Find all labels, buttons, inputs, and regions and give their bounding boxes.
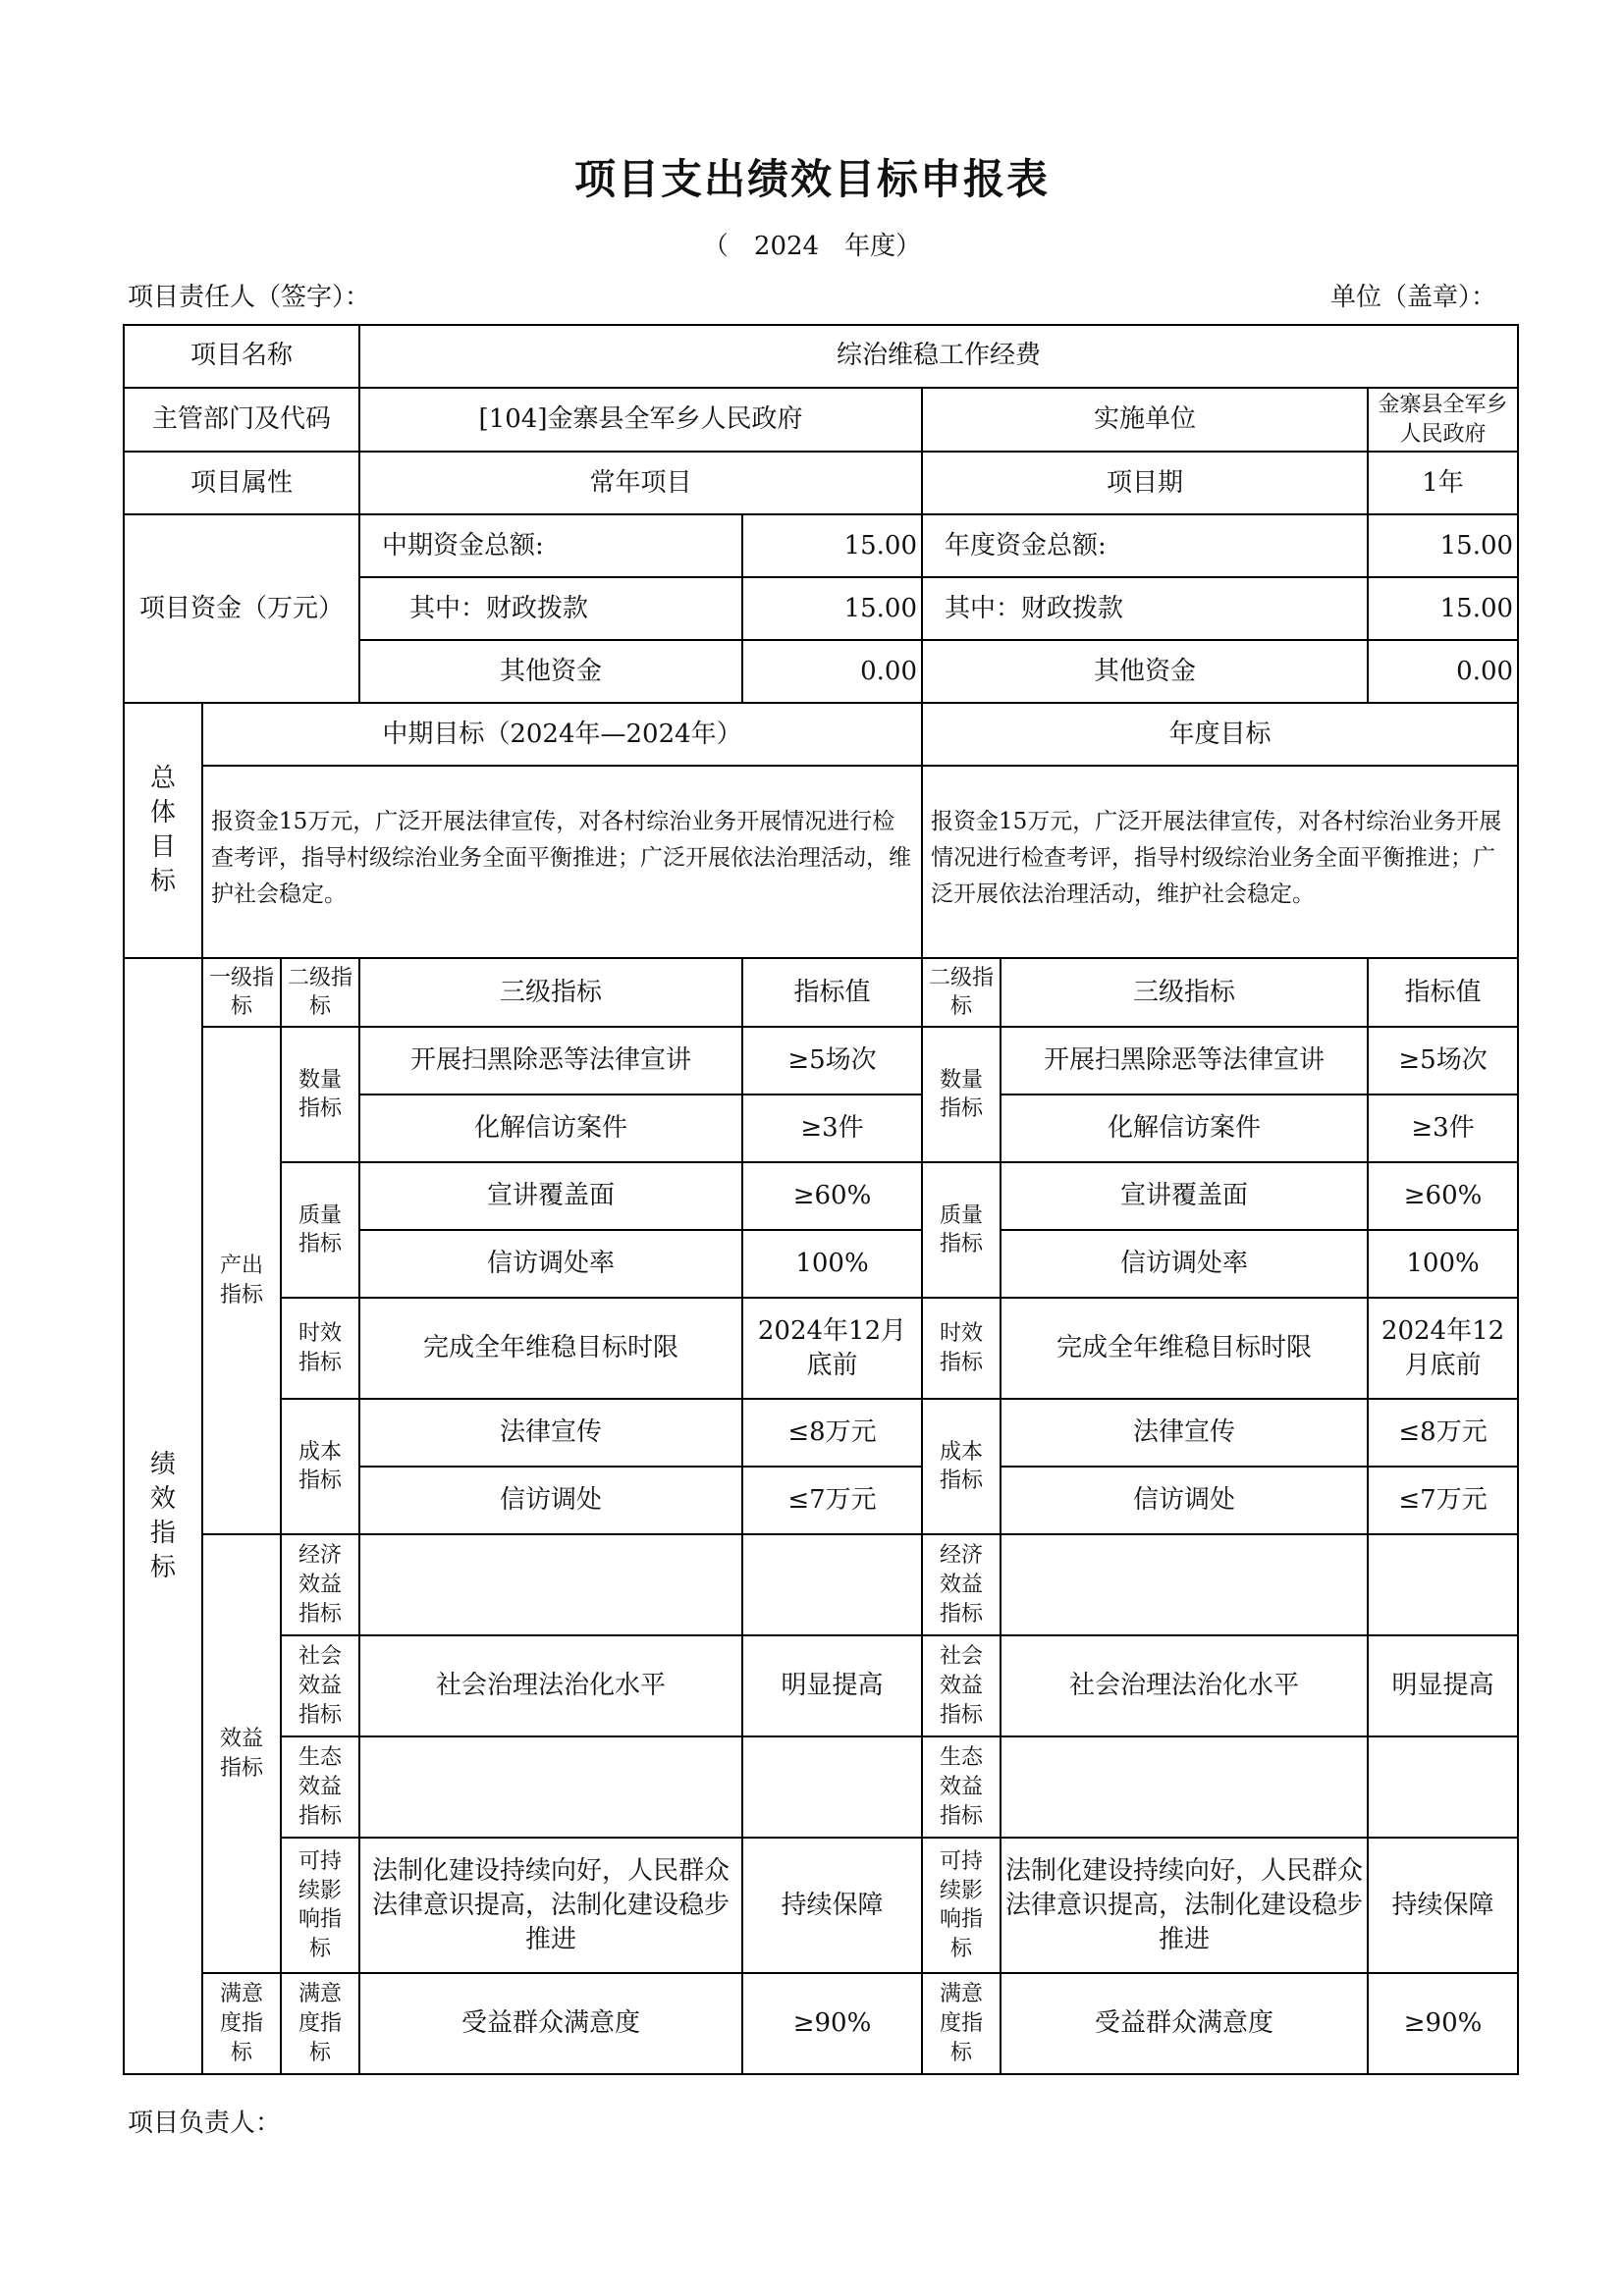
cost-indicator-right: 成本指标 [922, 1399, 1001, 1534]
indicator-value: ≥3件 [742, 1095, 922, 1162]
table-row: 社会治理法治化水平 [359, 1635, 742, 1736]
table-row [1001, 1736, 1368, 1838]
indicator-value: ≤7万元 [742, 1467, 922, 1534]
satisfaction-level2: 满意度指标 [281, 1973, 359, 2074]
indicator-value: ≤8万元 [1368, 1399, 1518, 1467]
responsible-signature-label: 项目责任人（签字）： [128, 283, 371, 312]
year-other-label: 其他资金 [922, 640, 1368, 703]
satisfaction-level2-right: 满意度指标 [922, 1973, 1001, 2074]
indicator-value: ≥3件 [1368, 1095, 1518, 1162]
social-indicator: 社会效益指标 [281, 1635, 359, 1736]
unit-seal-label: 单位（盖章）： [1329, 283, 1496, 312]
indicator-value: ≤8万元 [742, 1399, 922, 1467]
funds-label: 项目资金（万元） [124, 514, 359, 703]
mid-fiscal-value: 15.00 [742, 577, 922, 640]
indicator-value: 持续保障 [1368, 1838, 1518, 1973]
year-goal-text: 报资金15万元，广泛开展法律宣传，对各村综治业务开展情况进行检查考评，指导村级综治业务全面平衡推进；广泛开展依法治理活动，维护社会稳定。 [922, 766, 1518, 958]
indicator-value: 2024年12月底前 [742, 1298, 922, 1399]
table-row: 完成全年维稳目标时限 [359, 1298, 742, 1399]
benefit-indicator: 效益指标 [202, 1534, 281, 1973]
year-fiscal-value: 15.00 [1368, 577, 1518, 640]
indicator-value [742, 1534, 922, 1635]
table-row [1001, 1534, 1368, 1635]
project-name-label: 项目名称 [124, 325, 359, 388]
header-value-right: 指标值 [1368, 958, 1518, 1027]
indicator-value [1368, 1534, 1518, 1635]
quality-indicator: 质量指标 [281, 1162, 359, 1298]
impl-unit-value: 金寨县全军乡人民政府 [1368, 388, 1518, 452]
table-row: 受益群众满意度 [359, 1973, 742, 2074]
table-row: 法律宣传 [1001, 1399, 1368, 1467]
indicator-value [742, 1736, 922, 1838]
table-row: 社会治理法治化水平 [1001, 1635, 1368, 1736]
timeliness-indicator-right: 时效指标 [922, 1298, 1001, 1399]
indicator-value: ≥60% [1368, 1162, 1518, 1230]
indicator-value: ≥90% [742, 1973, 922, 2074]
table-row: 法制化建设持续向好，人民群众法律意识提高，法制化建设稳步推进 [359, 1838, 742, 1973]
project-name-value: 综治维稳工作经费 [359, 325, 1518, 388]
project-period-value: 1年 [1368, 452, 1518, 514]
table-row: 开展扫黑除恶等法律宣讲 [359, 1027, 742, 1095]
report-year: （ 2024 年度） [702, 232, 922, 261]
project-period-label: 项目期 [922, 452, 1368, 514]
year-total-value: 15.00 [1368, 514, 1518, 577]
header-level1: 一级指标 [202, 958, 281, 1027]
indicator-value: 100% [742, 1230, 922, 1298]
year-goal-header: 年度目标 [922, 703, 1518, 766]
indicator-value: 2024年12月底前 [1368, 1298, 1518, 1399]
header-value: 指标值 [742, 958, 922, 1027]
economic-indicator: 经济效益指标 [281, 1534, 359, 1635]
sustainable-indicator-right: 可持续影响指标 [922, 1838, 1001, 1973]
indicator-value: ≥90% [1368, 1973, 1518, 2074]
table-row: 宣讲覆盖面 [1001, 1162, 1368, 1230]
mid-other-value: 0.00 [742, 640, 922, 703]
quantity-indicator: 数量指标 [281, 1027, 359, 1162]
table-row: 宣讲覆盖面 [359, 1162, 742, 1230]
year-total-label: 年度资金总额: [922, 514, 1368, 577]
mid-goal-text: 报资金15万元，广泛开展法律宣传，对各村综治业务开展情况进行检查考评，指导村级综治业务全面平衡推进；广泛开展依法治理活动，维护社会稳定。 [202, 766, 922, 958]
social-indicator-right: 社会效益指标 [922, 1635, 1001, 1736]
indicator-value [1368, 1736, 1518, 1838]
header-level2-right: 二级指标 [922, 958, 1001, 1027]
indicator-value: ≥5场次 [742, 1027, 922, 1095]
dept-value: [104]金寨县全军乡人民政府 [359, 388, 922, 452]
table-row [359, 1736, 742, 1838]
mid-fiscal-label: 其中：财政拨款 [359, 577, 742, 640]
indicator-value: 100% [1368, 1230, 1518, 1298]
table-row: 受益群众满意度 [1001, 1973, 1368, 2074]
table-row: 化解信访案件 [359, 1095, 742, 1162]
impl-unit-label: 实施单位 [922, 388, 1368, 452]
indicator-value: ≥60% [742, 1162, 922, 1230]
indicator-value: ≤7万元 [1368, 1467, 1518, 1534]
ecological-indicator-right: 生态效益指标 [922, 1736, 1001, 1838]
table-row: 化解信访案件 [1001, 1095, 1368, 1162]
table-row: 完成全年维稳目标时限 [1001, 1298, 1368, 1399]
timeliness-indicator: 时效指标 [281, 1298, 359, 1399]
indicator-value: 明显提高 [742, 1635, 922, 1736]
indicator-value: 持续保障 [742, 1838, 922, 1973]
satisfaction-level1: 满意度指标 [202, 1973, 281, 2074]
cost-indicator: 成本指标 [281, 1399, 359, 1534]
table-row: 信访调处 [1001, 1467, 1368, 1534]
table-row: 信访调处率 [1001, 1230, 1368, 1298]
year-other-value: 0.00 [1368, 640, 1518, 703]
sustainable-indicator: 可持续影响指标 [281, 1838, 359, 1973]
mid-total-label: 中期资金总额: [359, 514, 742, 577]
table-row: 法制化建设持续向好，人民群众法律意识提高，法制化建设稳步推进 [1001, 1838, 1368, 1973]
header-level2: 二级指标 [281, 958, 359, 1027]
perf-indicator-label: 绩效指标 [124, 958, 202, 2074]
mid-goal-header: 中期目标（2024年—2024年） [202, 703, 922, 766]
header-level3: 三级指标 [359, 958, 742, 1027]
quantity-indicator-right: 数量指标 [922, 1027, 1001, 1162]
project-attr-value: 常年项目 [359, 452, 922, 514]
page-title: 项目支出绩效目标申报表 [573, 155, 1050, 203]
quality-indicator-right: 质量指标 [922, 1162, 1001, 1298]
output-indicator: 产出指标 [202, 1027, 281, 1534]
year-fiscal-label: 其中：财政拨款 [922, 577, 1368, 640]
table-row: 信访调处率 [359, 1230, 742, 1298]
overall-goal-label: 总体目标 [124, 703, 202, 958]
ecological-indicator: 生态效益指标 [281, 1736, 359, 1838]
performance-target-table [123, 324, 1519, 2075]
project-attr-label: 项目属性 [124, 452, 359, 514]
economic-indicator-right: 经济效益指标 [922, 1534, 1001, 1635]
project-leader-label: 项目负责人： [128, 2109, 282, 2138]
table-row: 信访调处 [359, 1467, 742, 1534]
table-row [359, 1534, 742, 1635]
indicator-value: ≥5场次 [1368, 1027, 1518, 1095]
mid-other-label: 其他资金 [359, 640, 742, 703]
indicator-value: 明显提高 [1368, 1635, 1518, 1736]
table-row: 开展扫黑除恶等法律宣讲 [1001, 1027, 1368, 1095]
table-row: 法律宣传 [359, 1399, 742, 1467]
mid-total-value: 15.00 [742, 514, 922, 577]
dept-label: 主管部门及代码 [124, 388, 359, 452]
header-level3-right: 三级指标 [1001, 958, 1368, 1027]
